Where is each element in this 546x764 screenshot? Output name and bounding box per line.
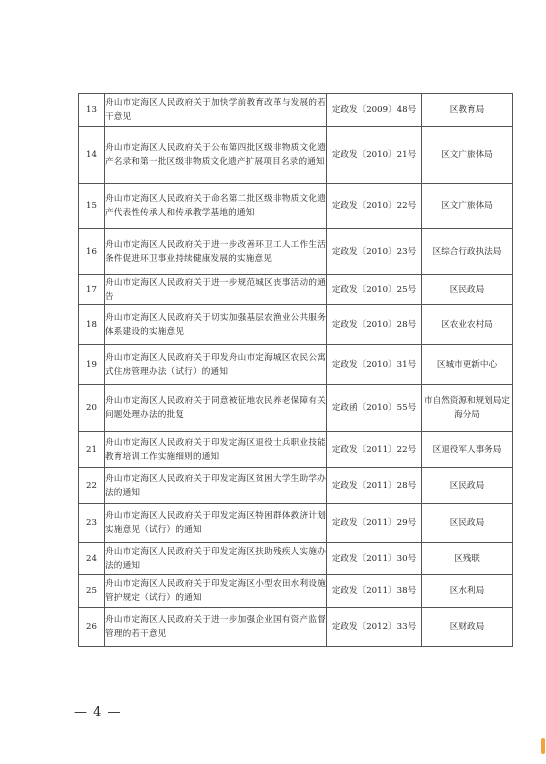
document-title: 舟山市定海区人民政府关于印发定海区小型农田水利设施管护规定（试行）的通知 xyxy=(105,575,327,608)
row-number: 21 xyxy=(79,432,105,468)
document-number: 定政发〔2011〕30号 xyxy=(327,543,422,575)
row-number: 23 xyxy=(79,504,105,543)
edge-mark xyxy=(541,738,545,754)
responsible-department: 区财政局 xyxy=(422,608,513,647)
responsible-department: 区文广旅体局 xyxy=(422,127,513,184)
document-table xyxy=(78,93,513,647)
responsible-department: 市自然资源和规划局定海分局 xyxy=(422,385,513,432)
document-number: 定政发〔2011〕22号 xyxy=(327,432,422,468)
document-title: 舟山市定海区人民政府关于公布第四批区级非物质文化遗产名录和第一批区级非物质文化遗产扩展项目名录的通知 xyxy=(105,127,327,184)
document-number: 定政发〔2010〕25号 xyxy=(327,275,422,305)
document-number: 定政发〔2010〕28号 xyxy=(327,305,422,345)
table-row xyxy=(79,385,513,432)
responsible-department: 区民政局 xyxy=(422,504,513,543)
responsible-department: 区农业农村局 xyxy=(422,305,513,345)
row-number: 25 xyxy=(79,575,105,608)
document-number: 定政发〔2010〕22号 xyxy=(327,184,422,229)
responsible-department: 区水利局 xyxy=(422,575,513,608)
responsible-department: 区民政局 xyxy=(422,468,513,504)
responsible-department: 区综合行政执法局 xyxy=(422,229,513,275)
table-body xyxy=(79,94,513,647)
row-number: 13 xyxy=(79,94,105,127)
table-row xyxy=(79,127,513,184)
table-row xyxy=(79,275,513,305)
table-row xyxy=(79,543,513,575)
document-title: 舟山市定海区人民政府关于印发定海区退役士兵职业技能教育培训工作实施细则的通知 xyxy=(105,432,327,468)
table-row xyxy=(79,432,513,468)
table-row xyxy=(79,94,513,127)
row-number: 17 xyxy=(79,275,105,305)
table-row xyxy=(79,184,513,229)
row-number: 16 xyxy=(79,229,105,275)
table-row xyxy=(79,608,513,647)
responsible-department: 区文广旅体局 xyxy=(422,184,513,229)
document-number: 定政发〔2011〕29号 xyxy=(327,504,422,543)
responsible-department: 区残联 xyxy=(422,543,513,575)
responsible-department: 区退役军人事务局 xyxy=(422,432,513,468)
table-row xyxy=(79,504,513,543)
row-number: 20 xyxy=(79,385,105,432)
document-title: 舟山市定海区人民政府关于切实加强基层农渔业公共服务体系建设的实施意见 xyxy=(105,305,327,345)
document-title: 舟山市定海区人民政府关于印发舟山市定海城区农民公寓式住房管理办法（试行）的通知 xyxy=(105,345,327,385)
responsible-department: 区教育局 xyxy=(422,94,513,127)
document-number: 定政函〔2010〕55号 xyxy=(327,385,422,432)
row-number: 22 xyxy=(79,468,105,504)
document-number: 定政发〔2009〕48号 xyxy=(327,94,422,127)
document-title: 舟山市定海区人民政府关于进一步规范城区丧事活动的通告 xyxy=(105,275,327,305)
responsible-department: 区城市更新中心 xyxy=(422,345,513,385)
table-row xyxy=(79,305,513,345)
table-row xyxy=(79,575,513,608)
row-number: 18 xyxy=(79,305,105,345)
document-number: 定政发〔2011〕28号 xyxy=(327,468,422,504)
document-number: 定政发〔2012〕33号 xyxy=(327,608,422,647)
document-number: 定政发〔2010〕21号 xyxy=(327,127,422,184)
row-number: 15 xyxy=(79,184,105,229)
document-number: 定政发〔2011〕38号 xyxy=(327,575,422,608)
document-number: 定政发〔2010〕31号 xyxy=(327,345,422,385)
table-row xyxy=(79,345,513,385)
document-title: 舟山市定海区人民政府关于同意被征地农民养老保障有关问题处理办法的批复 xyxy=(105,385,327,432)
row-number: 26 xyxy=(79,608,105,647)
document-title: 舟山市定海区人民政府关于进一步改善环卫工人工作生活条件促进环卫事业持续健康发展的实施意见 xyxy=(105,229,327,275)
document-title: 舟山市定海区人民政府关于印发定海区特困群体救济计划实施意见（试行）的通知 xyxy=(105,504,327,543)
row-number: 14 xyxy=(79,127,105,184)
page-number: — 4 — xyxy=(74,705,122,720)
table-row xyxy=(79,229,513,275)
document-title: 舟山市定海区人民政府关于进一步加强企业国有资产监督管理的若干意见 xyxy=(105,608,327,647)
document-title: 舟山市定海区人民政府关于印发定海区扶助残疾人实施办法的通知 xyxy=(105,543,327,575)
table-row xyxy=(79,468,513,504)
responsible-department: 区民政局 xyxy=(422,275,513,305)
row-number: 19 xyxy=(79,345,105,385)
row-number: 24 xyxy=(79,543,105,575)
document-number: 定政发〔2010〕23号 xyxy=(327,229,422,275)
document-title: 舟山市定海区人民政府关于命名第二批区级非物质文化遗产代表性传承人和传承教学基地的通知 xyxy=(105,184,327,229)
document-title: 舟山市定海区人民政府关于印发定海区贫困大学生助学办法的通知 xyxy=(105,468,327,504)
document-title: 舟山市定海区人民政府关于加快学前教育改革与发展的若干意见 xyxy=(105,94,327,127)
